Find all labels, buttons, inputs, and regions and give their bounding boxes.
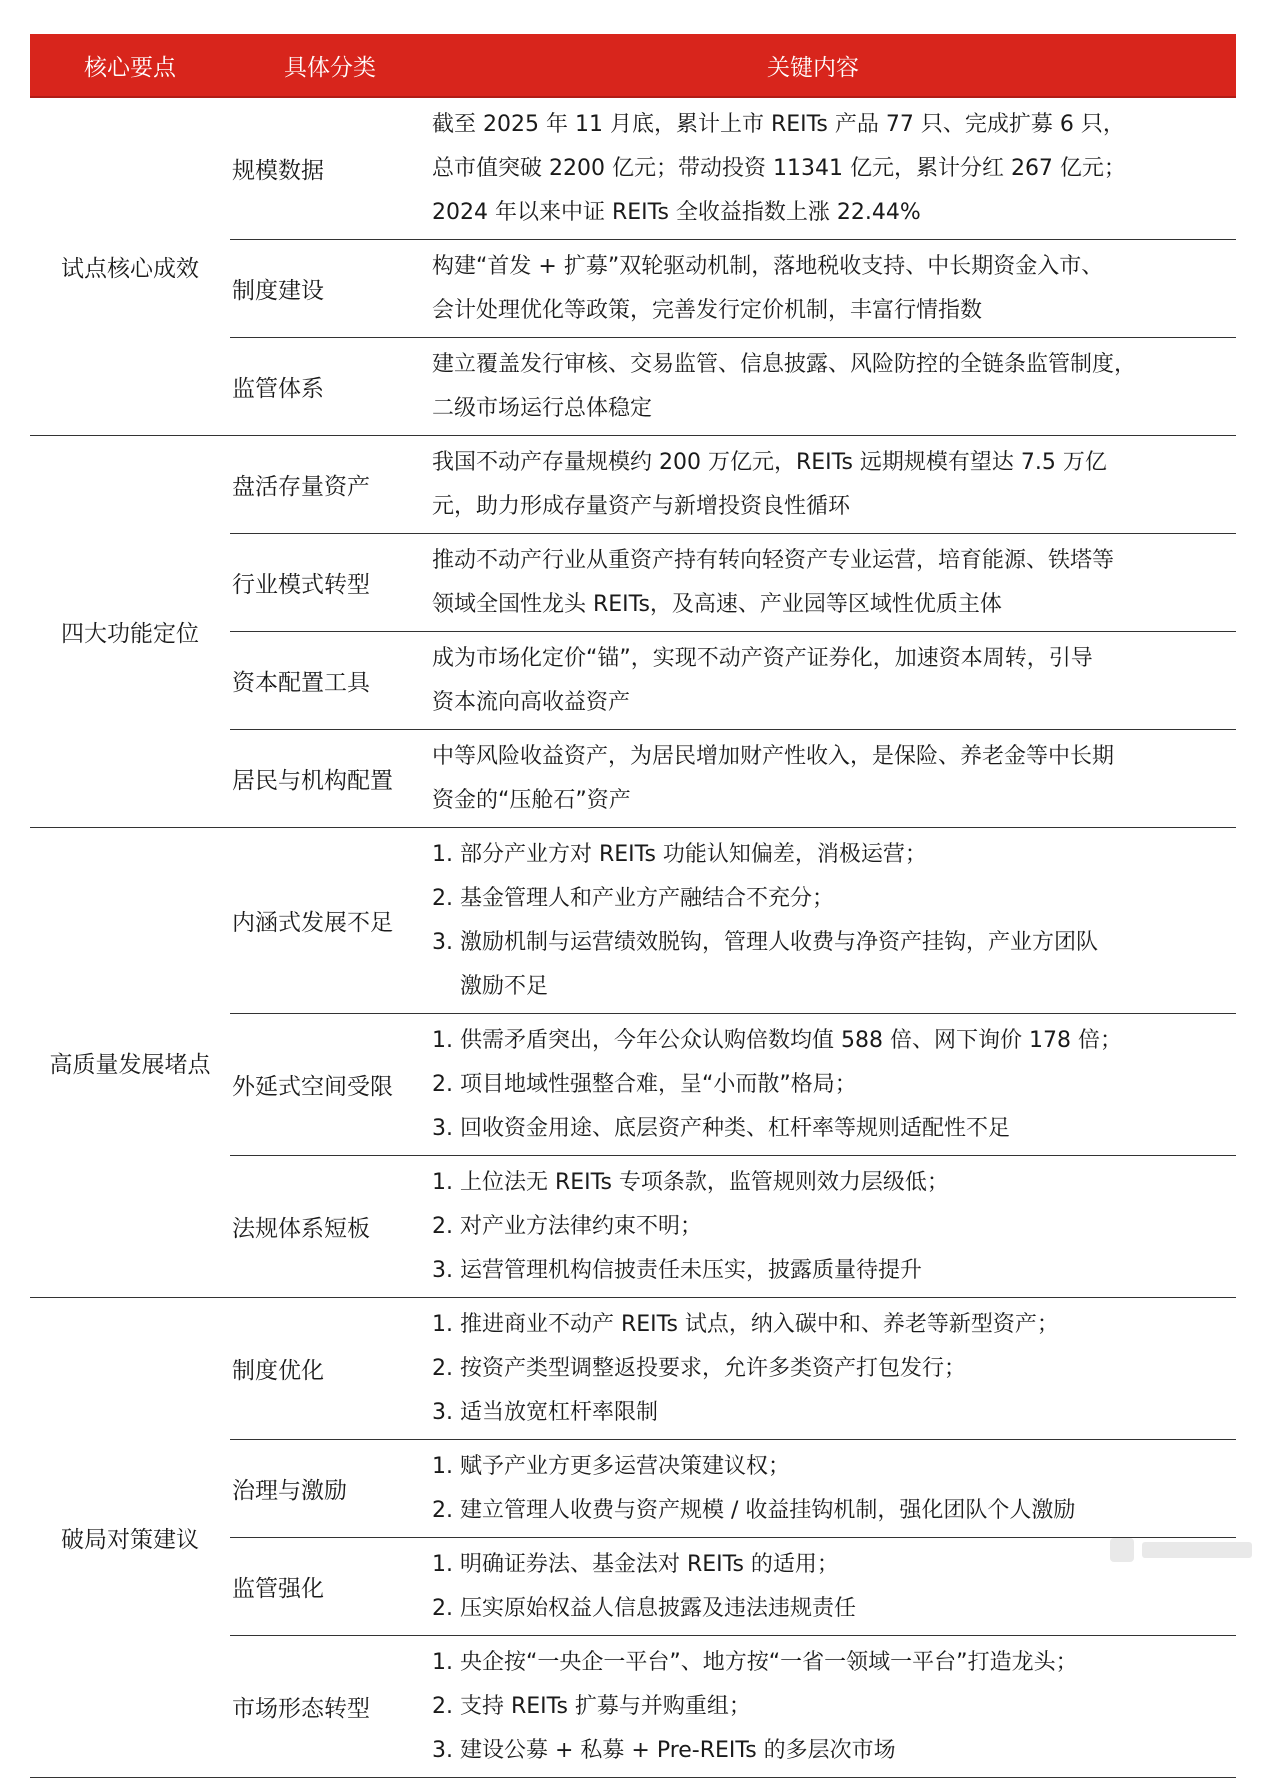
row-category: 外延式空间受限	[232, 1074, 393, 1100]
content-line: 中等风险收益资产，为居民增加财产性收入，是保险、养老金等中长期	[432, 744, 1115, 769]
group-name: 高质量发展堵点	[49, 1052, 211, 1078]
table-row	[230, 1156, 1236, 1297]
watermark-logo-icon	[1108, 1532, 1258, 1568]
content-line: 3. 运营管理机构信披责任未压实，披露质量待提升	[432, 1258, 922, 1283]
group-name: 试点核心成效	[61, 256, 199, 282]
content-line: 1. 部分产业方对 REITs 功能认知偏差，消极运营；	[432, 842, 927, 867]
table-header	[30, 34, 1236, 98]
content-line: 元，助力形成存量资产与新增投资良性循环	[432, 494, 851, 519]
content-line: 2. 基金管理人和产业方产融结合不充分；	[432, 886, 834, 911]
table-row	[230, 1538, 1236, 1636]
content-line: 激励不足	[460, 974, 549, 999]
content-line: 1. 供需矛盾突出，今年公众认购倍数均值 588 倍、网下询价 178 倍；	[432, 1028, 1122, 1053]
table-row	[230, 1014, 1236, 1156]
row-content	[430, 1298, 1236, 1439]
row-category: 监管体系	[232, 376, 324, 402]
row-content	[430, 1636, 1236, 1777]
content-line: 1. 推进商业不动产 REITs 试点，纳入碳中和、养老等新型资产；	[432, 1312, 1059, 1337]
content-line: 建立覆盖发行审核、交易监管、信息披露、风险防控的全链条监管制度，	[432, 352, 1137, 377]
row-category: 盘活存量资产	[232, 474, 370, 500]
content-line: 总市值突破 2200 亿元；带动投资 11341 亿元，累计分红 267 亿元；	[432, 156, 1126, 181]
content-line: 资金的“压舱石”资产	[432, 788, 631, 813]
table-row	[230, 828, 1236, 1014]
content-line: 3. 回收资金用途、底层资产种类、杠杆率等规则适配性不足	[432, 1116, 1010, 1141]
content-line: 1. 明确证券法、基金法对 REITs 的适用；	[432, 1552, 839, 1577]
table-row	[230, 632, 1236, 730]
row-category: 资本配置工具	[232, 670, 370, 696]
table-row	[230, 436, 1236, 534]
row-category: 治理与激励	[232, 1478, 347, 1504]
content-line: 2. 对产业方法律约束不明；	[432, 1214, 702, 1239]
content-line: 1. 上位法无 REITs 专项条款，监管规则效力层级低；	[432, 1170, 949, 1195]
row-content	[430, 98, 1236, 239]
table-row	[230, 1636, 1236, 1777]
row-category: 制度优化	[232, 1358, 324, 1384]
table-row	[230, 534, 1236, 632]
header-core-points: 核心要点	[84, 54, 176, 81]
content-line: 1. 央企按“一央企一平台”、地方按“一省一领域一平台”打造龙头；	[432, 1650, 1078, 1675]
row-category: 制度建设	[232, 278, 324, 304]
row-category: 市场形态转型	[232, 1696, 370, 1722]
content-line: 3. 激励机制与运营绩效脱钩，管理人收费与净资产挂钩，产业方团队	[432, 930, 1098, 955]
content-line: 2. 支持 REITs 扩募与并购重组；	[432, 1694, 751, 1719]
content-line: 二级市场运行总体稳定	[432, 396, 653, 421]
row-content	[430, 338, 1236, 435]
row-category: 居民与机构配置	[232, 768, 393, 794]
row-category: 内涵式发展不足	[232, 910, 393, 936]
row-category: 行业模式转型	[232, 572, 370, 598]
table-body	[30, 98, 1236, 1778]
table-row	[230, 1440, 1236, 1538]
row-category: 法规体系短板	[232, 1216, 370, 1242]
row-content	[430, 534, 1236, 631]
content-line: 我国不动产存量规模约 200 万亿元，REITs 远期规模有望达 7.5 万亿	[432, 450, 1107, 475]
content-line: 推动不动产行业从重资产持有转向轻资产专业运营，培育能源、铁塔等	[432, 548, 1115, 573]
content-line: 2. 压实原始权益人信息披露及违法违规责任	[432, 1596, 856, 1621]
content-line: 截至 2025 年 11 月底，累计上市 REITs 产品 77 只、完成扩募 6 只，	[432, 112, 1125, 137]
content-line: 成为市场化定价“锚”，实现不动产资产证券化，加速资本周转，引导	[432, 646, 1093, 671]
content-line: 2. 按资产类型调整返投要求，允许多类资产打包发行；	[432, 1356, 966, 1381]
header-category: 具体分类	[284, 54, 376, 81]
table	[30, 34, 1236, 1778]
group-row	[30, 828, 1236, 1298]
table-row	[230, 338, 1236, 435]
group-rows	[230, 436, 1236, 827]
content-line: 2024 年以来中证 REITs 全收益指数上涨 22.44%	[432, 200, 921, 225]
row-content	[430, 1014, 1236, 1155]
row-content	[430, 632, 1236, 729]
group-rows	[230, 828, 1236, 1297]
content-line: 会计处理优化等政策，完善发行定价机制，丰富行情指数	[432, 298, 983, 323]
content-line: 3. 适当放宽杠杆率限制	[432, 1400, 658, 1425]
row-content	[430, 1440, 1236, 1537]
row-content	[430, 436, 1236, 533]
content-line: 3. 建设公募 + 私募 + Pre-REITs 的多层次市场	[432, 1738, 896, 1763]
table-row	[230, 1298, 1236, 1440]
table-row	[230, 730, 1236, 827]
content-line: 资本流向高收益资产	[432, 690, 631, 715]
row-content	[430, 1156, 1236, 1297]
row-content	[430, 730, 1236, 827]
row-category: 监管强化	[232, 1576, 324, 1602]
content-line: 领域全国性龙头 REITs，及高速、产业园等区域性优质主体	[432, 592, 1002, 617]
group-row	[30, 1298, 1236, 1778]
content-line: 构建“首发 + 扩募”双轮驱动机制，落地税收支持、中长期资金入市、	[432, 254, 1104, 279]
content-line: 2. 项目地域性强整合难，呈“小而散”格局；	[432, 1072, 857, 1097]
row-category: 规模数据	[232, 158, 324, 184]
group-name: 四大功能定位	[61, 621, 199, 647]
group-rows	[230, 98, 1236, 435]
table-row	[230, 98, 1236, 240]
content-line: 2. 建立管理人收费与资产规模 / 收益挂钩机制，强化团队个人激励	[432, 1498, 1076, 1523]
row-content	[430, 828, 1236, 1013]
group-row	[30, 98, 1236, 436]
group-row	[30, 436, 1236, 828]
header-key-content: 关键内容	[767, 54, 859, 81]
table-row	[230, 240, 1236, 338]
content-line: 1. 赋予产业方更多运营决策建议权；	[432, 1454, 790, 1479]
row-content	[430, 240, 1236, 337]
group-name: 破局对策建议	[61, 1527, 199, 1553]
group-rows	[230, 1298, 1236, 1777]
